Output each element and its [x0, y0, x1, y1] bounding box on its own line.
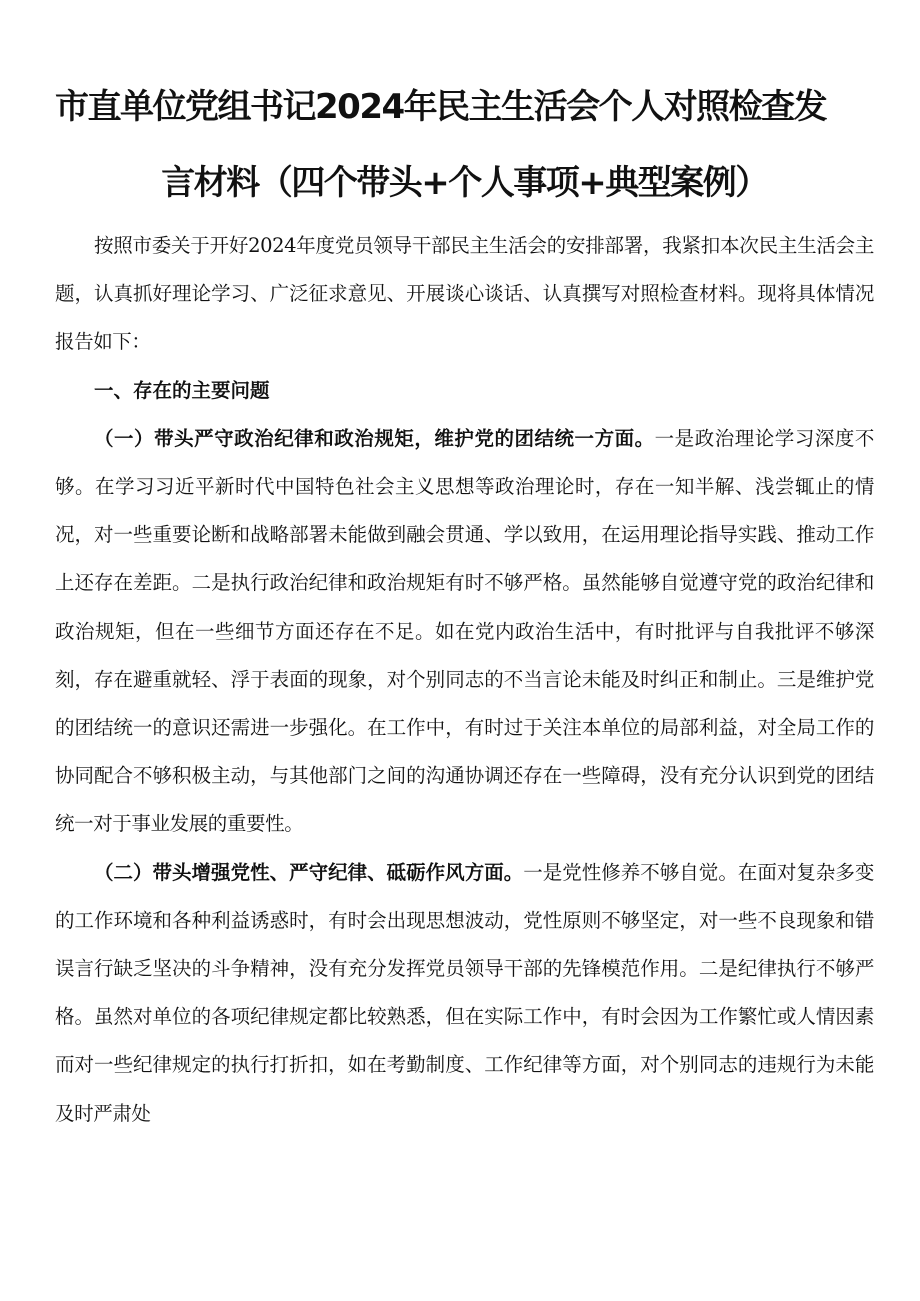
subsection-heading-1: （一）带头严守政治纪律和政治规矩，维护党的团结统一方面。	[94, 426, 655, 450]
subsection-paragraph-1	[55, 415, 874, 849]
document-title-line-2: 言材料（四个带头+个人事项+典型案例）	[161, 163, 768, 203]
document-title-line-1: 市直单位党组书记2024年民主生活会个人对照检查发	[55, 87, 827, 127]
subsection-body-1: 一是政治理论学习深度不够。在学习习近平新时代中国特色社会主义思想等政治理论时，存在一知半解、浅尝辄止的情况，对一些重要论断和战略部署未能做到融会贯通、学以致用，在运用理论指导实践、推动工作上还存在差距。二是执行政治纪律和政治规矩有时不够严格。虽然能够自觉遵守党的政治纪律和政治规矩，但在一些细节方面还存在不足。如在党内政治生活中，有时批评与自我批评不够深刻，存在避重就轻、浮于表面的现象，对个别同志的不当言论未能及时纠正和制止。三是维护党的团结统一的意识还需进一步强化。在工作中，有时过于关注本单位的局部利益，对全局工作的协同配合不够积极主动，与其他部门之间的沟通协调还存在一些障碍，没有充分认识到党的团结统一对于事业发展的重要性。	[55, 426, 874, 836]
subsection-paragraph-2	[55, 849, 874, 1138]
subsection-body-2: 一是党性修养不够自觉。在面对复杂多变的工作环境和各种利益诱惑时，有时会出现思想波动，党性原则不够坚定，对一些不良现象和错误言行缺乏坚决的斗争精神，没有充分发挥党员领导干部的先锋模范作用。二是纪律执行不够严格。虽然对单位的各项纪律规定都比较熟悉，但在实际工作中，有时会因为工作繁忙或人情因素而对一些纪律规定的执行打折扣，如在考勤制度、工作纪律等方面，对个别同志的违规行为未能及时严肃处	[55, 860, 874, 1125]
intro-paragraph: 按照市委关于开好2024年度党员领导干部民主生活会的安排部署，我紧扣本次民主生活会主题，认真抓好理论学习、广泛征求意见、开展谈心谈话、认真撰写对照检查材料。现将具体情况报告如下：	[55, 234, 874, 354]
subsection-heading-2: （二）带头增强党性、严守纪律、砥砺作风方面。	[94, 860, 524, 884]
section-heading: 一、存在的主要问题	[94, 378, 270, 402]
